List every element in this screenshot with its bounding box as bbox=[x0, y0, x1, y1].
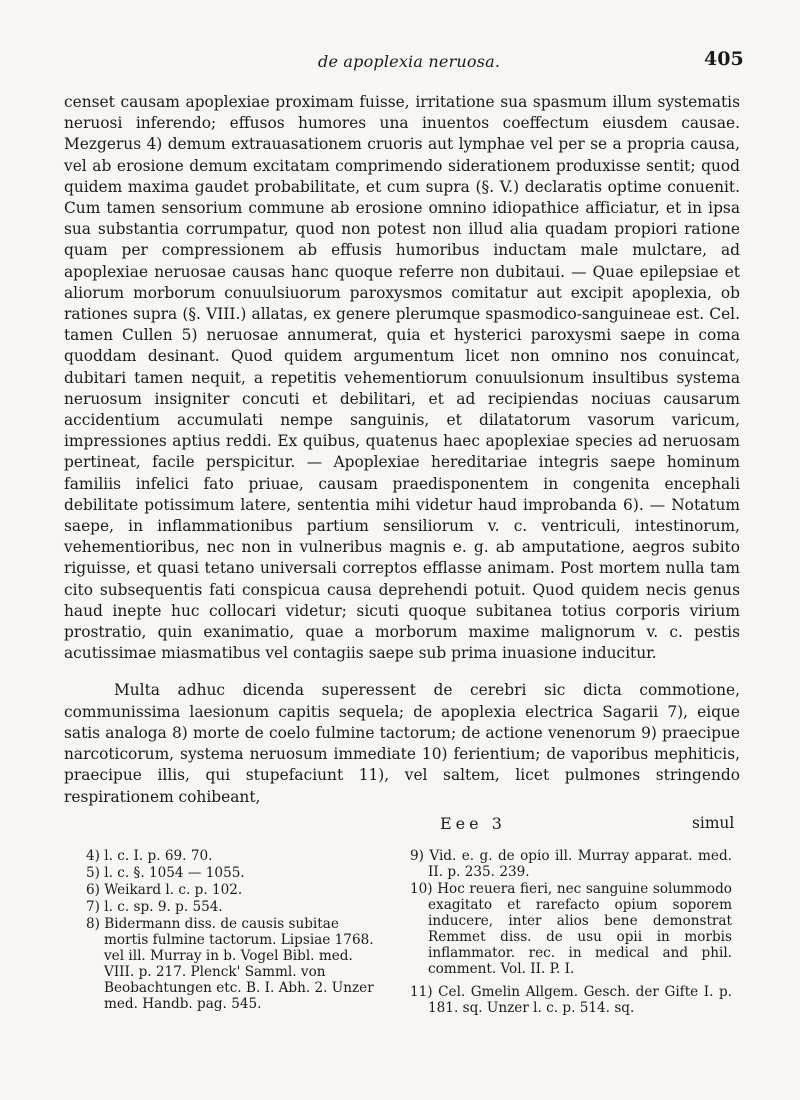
running-title: de apoplexia neruosa. bbox=[318, 52, 501, 71]
footnote-8: 8) Bidermann diss. de causis subitae mortis fulmine tactorum. Lipsiae 1768. vel ill. Murray in b. Vogel Bibl. med. VIII. p. 217. Plenck' Samml. von Beobachtungen etc. B. I. Abh. 2. Unzer med. Handb. pag. 545. bbox=[86, 916, 374, 1012]
main-text bbox=[64, 92, 740, 808]
signature-line bbox=[0, 814, 800, 836]
footnote-11: 11) Cel. Gmelin Allgem. Gesch. der Gifte I. p. 181. sq. Unzer l. c. p. 514. sq. bbox=[410, 984, 732, 1016]
page-number: 405 bbox=[704, 48, 744, 70]
footnote-7: 7) l. c. sp. 9. p. 554. bbox=[86, 899, 223, 915]
footnote-5: 5) l. c. §. 1054 — 1055. bbox=[86, 865, 245, 881]
footnote-9: 9) Vid. e. g. de opio ill. Murray apparat. med. II. p. 235. 239. bbox=[410, 848, 732, 880]
footnotes-left-column bbox=[86, 848, 386, 1013]
footnote-6: 6) Weikard l. c. p. 102. bbox=[86, 882, 243, 898]
paragraph-2: Multa adhuc dicenda superessent de cerebri sic dicta commotione, communissima laesionum capitis sequela; de apoplexia electrica Sagarii 7), eique satis analoga 8) morte de coelo fulmine tactorum; de actione venenorum 9) praecipue narcoticorum, systema neruosum immediate 10) ferientium; de vaporibus mephiticis, praecipue illis, qui stupefaciunt 11), vel saltem, licet pulmones stringendo respirationem cohibeant, bbox=[64, 681, 740, 806]
footnotes-right-column bbox=[410, 848, 732, 1017]
running-header bbox=[0, 48, 800, 78]
catchword: simul bbox=[692, 814, 735, 832]
footnote-4: 4) l. c. I. p. 69. 70. bbox=[86, 848, 213, 864]
footnote-10: 10) Hoc reuera fieri, nec sanguine solummodo exagitato et rarefacto opium soporem inducere, inter alios bene demonstrat Remmet diss. de usu opii in morbis inflammator. rec. in medical and phil. comment. Vol. II. P. I. bbox=[410, 881, 732, 977]
paragraph-1: censet causam apoplexiae proximam fuisse, irritatione sua spasmum illum systematis neruosi inferendo; effusos humores una inuentos coeffectum eiusdem causae. Mezgerus 4) demum extrauasationem cruoris aut lymphae vel per se a propria causa, vel ab erosione demum excitatam comprimendo siderationem produxisse sentit; quod quidem maxima gaudet probabilitate, et cum supra (§. V.) declaratis optime conuenit. Cum tamen sensorium commune ab erosione omnino idiopathice afficiatur, et in ipsa sua substantia corrumpatur, quod non potest non illud alia quadam propiori ratione quam per compressionem ab effusis humoribus inductam male mulctare, ad apoplexiae neruosae causas hanc quoque referre non dubitaui. — Quae epilepsiae et aliorum morborum conuulsiuorum paroxysmos comitatur aut excipit apoplexia, ob rationes supra (§. VIII.) allatas, ex genere plerumque spasmodico-sanguineae est. Cel. tamen Cullen 5) neruosae annumerat, quia et hysterici paroxysmi saepe in coma quoddam desinant. Quod quidem argumentum licet non omnino nos conuincat, dubitari tamen nequit, a repetitis vehementiorum conuulsionum insultibus systema neruosum insigniter concuti et debilitari, et ad recipiendas nociuas causarum accidentium accumulati nempe sanguinis, et dilatatorum vasorum varicum, impressiones aptius reddi. Ex quibus, quatenus haec apoplexiae species ad neruosam pertineat, facile perspicitur. — Apoplexiae hereditariae integris saepe hominum familiis infelici fato priuae, causam praedisponentem in congenita encephali debilitate potissimum latere, sententia mihi videtur haud improbanda 6). — Notatum saepe, in inflammationibus partium sensiliorum v. c. ventriculi, intestinorum, vehementioribus, nec non in vulneribus magnis e. g. ab amputatione, aegros subito riguisse, et quasi tetano universali correptos efflasse animam. Post mortem nulla tam cito subsequentis fati conspicua causa deprehendi potuit. Quod quidem necis genus haud inepte huc collocari videtur; sicuti quoque subitanea totius corporis virium prostratio, quin exanimatio, quae a morborum maxime malignorum v. c. pestis acutissimae miasmatibus vel contagiis saepe sub prima inuasione inducitur. bbox=[64, 93, 740, 663]
signature-mark: Eee 3 bbox=[440, 814, 506, 833]
